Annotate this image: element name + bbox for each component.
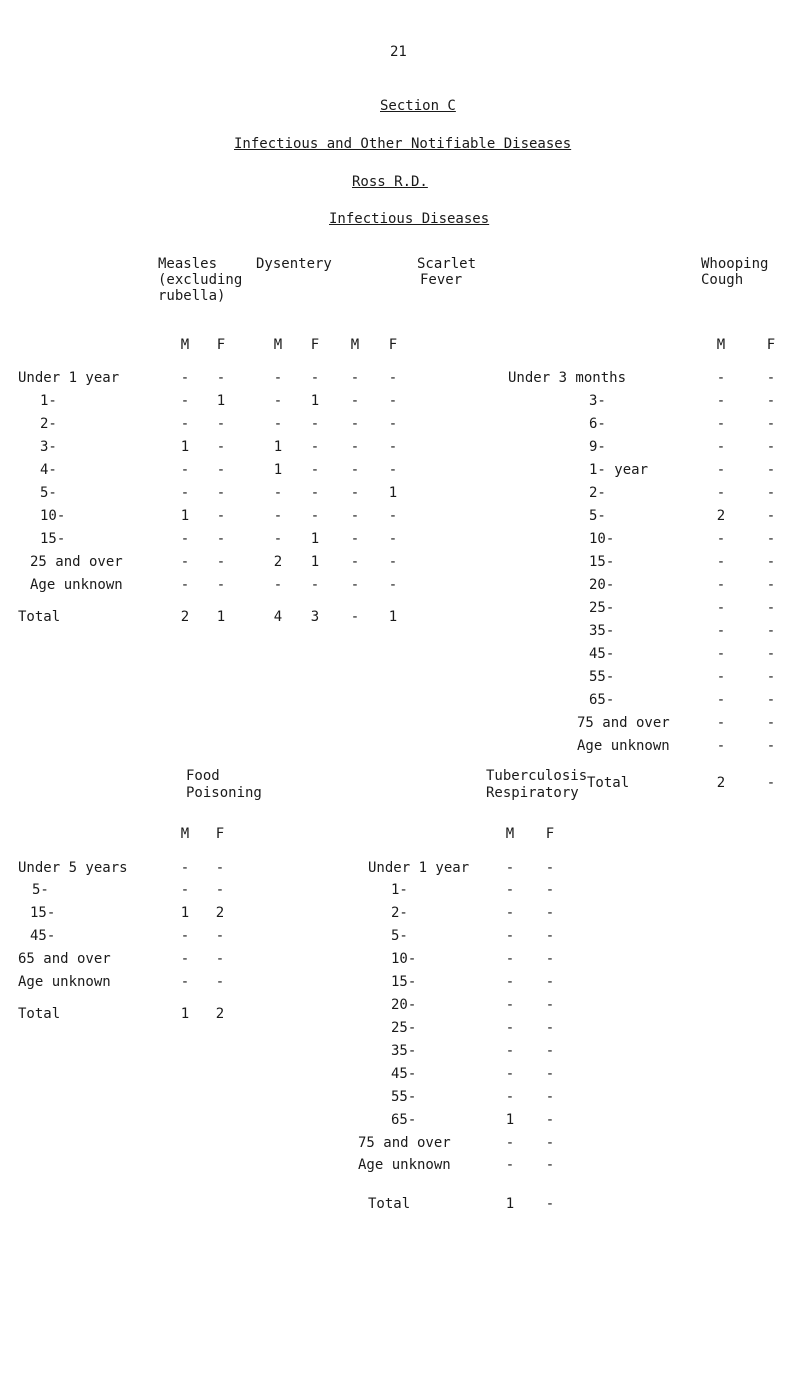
table-cell: - [350, 370, 360, 386]
table-cell: - [388, 508, 398, 524]
table-cell: - [505, 974, 515, 990]
table-cell: - [350, 554, 360, 570]
row-label: 1- [391, 882, 408, 898]
table-cell: - [545, 974, 555, 990]
row-label: 15- [589, 554, 615, 570]
table-cell: - [215, 951, 225, 967]
table-cell: - [273, 370, 283, 386]
col-header-whooping-line2: Cough [701, 272, 744, 288]
table-cell: - [180, 882, 190, 898]
table-cell: - [215, 882, 225, 898]
table-cell: - [766, 775, 776, 791]
table-cell: - [180, 485, 190, 501]
table-cell: - [505, 1157, 515, 1173]
table-cell: - [766, 416, 776, 432]
table-cell: - [350, 416, 360, 432]
table-cell: - [505, 1135, 515, 1151]
table-cell: - [388, 554, 398, 570]
table-cell: - [180, 951, 190, 967]
sex-header: M [180, 826, 190, 842]
table-cell: - [766, 393, 776, 409]
row-label: 25 and over [30, 554, 123, 570]
table-cell: 4 [273, 609, 283, 625]
table-cell: - [766, 531, 776, 547]
table-cell: - [716, 692, 726, 708]
table-cell: - [545, 1089, 555, 1105]
row-label: 5- [391, 928, 408, 944]
sex-header: M [350, 337, 360, 353]
table-cell: - [350, 393, 360, 409]
table-cell: - [350, 609, 360, 625]
page-heading: Infectious and Other Notifiable Diseases [234, 136, 572, 152]
table-cell: - [766, 669, 776, 685]
table-cell: - [310, 485, 320, 501]
table-cell: - [215, 860, 225, 876]
row-label: 45- [391, 1066, 417, 1082]
table-cell: 1 [310, 531, 320, 547]
table-cell: - [545, 1020, 555, 1036]
table-cell: - [545, 928, 555, 944]
table-cell: - [180, 554, 190, 570]
row-label: 9- [589, 439, 606, 455]
table-cell: - [505, 928, 515, 944]
table-cell: - [180, 577, 190, 593]
table-cell: - [766, 462, 776, 478]
row-label: 75 and over [577, 715, 670, 731]
row-label: Total [18, 609, 61, 625]
table-cell: - [505, 997, 515, 1013]
table-cell: - [388, 439, 398, 455]
table-cell: - [216, 554, 226, 570]
table-cell: 1 [216, 393, 226, 409]
table-cell: - [310, 508, 320, 524]
table-cell: - [545, 1157, 555, 1173]
table-cell: - [766, 508, 776, 524]
table-cell: - [545, 997, 555, 1013]
row-label: 35- [589, 623, 615, 639]
table-cell: - [273, 393, 283, 409]
row-label: 1- year [589, 462, 649, 478]
table-cell: - [716, 577, 726, 593]
table-cell: 1 [310, 554, 320, 570]
row-label: Under 3 months [508, 370, 627, 386]
table-cell: - [216, 485, 226, 501]
col-header-measles: Measles [158, 256, 218, 272]
table-cell: 1 [273, 439, 283, 455]
table-cell: - [716, 646, 726, 662]
table-cell: - [215, 928, 225, 944]
table-cell: - [716, 485, 726, 501]
table-cell: - [766, 623, 776, 639]
table-cell: 2 [215, 905, 225, 921]
table-cell: - [545, 951, 555, 967]
col-header-scarlet-line2: Fever [420, 272, 463, 288]
table-cell: - [766, 577, 776, 593]
sex-header: F [310, 337, 320, 353]
table-cell: - [273, 416, 283, 432]
sex-header: M [273, 337, 283, 353]
table-cell: - [273, 485, 283, 501]
table-cell: - [180, 393, 190, 409]
table-cell: 1 [273, 462, 283, 478]
col-header-food-line2: Poisoning [186, 785, 262, 801]
row-label: 65- [391, 1112, 417, 1128]
row-label: 35- [391, 1043, 417, 1059]
table-cell: - [545, 1112, 555, 1128]
table-cell: 1 [180, 1006, 190, 1022]
table-cell: - [545, 860, 555, 876]
row-label: 45- [589, 646, 615, 662]
table-cell: - [388, 370, 398, 386]
table-cell: - [766, 600, 776, 616]
table-cell: - [505, 905, 515, 921]
table-cell: - [388, 393, 398, 409]
sex-header: F [215, 826, 225, 842]
row-label: Total [18, 1006, 61, 1022]
sex-header: F [545, 826, 555, 842]
row-label: 2- [589, 485, 606, 501]
table-cell: - [716, 393, 726, 409]
table-cell: 1 [310, 393, 320, 409]
table-cell: - [350, 508, 360, 524]
table-cell: - [310, 577, 320, 593]
table-cell: - [545, 1135, 555, 1151]
table-cell: - [766, 439, 776, 455]
table-cell: - [545, 882, 555, 898]
row-label: 20- [589, 577, 615, 593]
row-label: 15- [40, 531, 66, 547]
row-label: 15- [391, 974, 417, 990]
row-label: Age unknown [358, 1157, 451, 1173]
row-label: 4- [40, 462, 57, 478]
table-cell: - [716, 669, 726, 685]
row-label: 20- [391, 997, 417, 1013]
row-label: 3- [40, 439, 57, 455]
table-cell: 1 [180, 439, 190, 455]
table-cell: 1 [505, 1112, 515, 1128]
table-cell: - [716, 715, 726, 731]
table-cell: - [273, 508, 283, 524]
row-label: 5- [40, 485, 57, 501]
row-label: Total [368, 1196, 411, 1212]
col-header-food: Food [186, 768, 220, 784]
table-cell: 1 [505, 1196, 515, 1212]
row-label: 6- [589, 416, 606, 432]
row-label: Under 1 year [368, 860, 470, 876]
table-cell: - [388, 577, 398, 593]
table-cell: - [716, 416, 726, 432]
row-label: Under 1 year [18, 370, 120, 386]
table-cell: - [766, 554, 776, 570]
table-cell: - [388, 462, 398, 478]
table-cell: - [180, 416, 190, 432]
sex-header: F [766, 337, 776, 353]
col-header-tb: Tuberculosis [486, 768, 588, 784]
table-cell: - [716, 370, 726, 386]
table-cell: - [716, 623, 726, 639]
table-cell: 1 [216, 609, 226, 625]
table-cell: - [766, 370, 776, 386]
col-header-tb-line2: Respiratory [486, 785, 579, 801]
table-cell: - [216, 416, 226, 432]
table-cell: - [180, 860, 190, 876]
table-cell: - [505, 951, 515, 967]
row-label: Age unknown [577, 738, 670, 754]
table-cell: 2 [215, 1006, 225, 1022]
table-cell: - [505, 1089, 515, 1105]
table-cell: 2 [716, 508, 726, 524]
table-cell: - [545, 1066, 555, 1082]
table-cell: - [216, 370, 226, 386]
table-cell: - [310, 462, 320, 478]
table-cell: - [310, 370, 320, 386]
row-label: 10- [391, 951, 417, 967]
row-label: 55- [391, 1089, 417, 1105]
table-cell: - [545, 905, 555, 921]
district-name: Ross R.D. [352, 174, 428, 190]
table-cell: - [350, 485, 360, 501]
table-cell: - [766, 738, 776, 754]
col-header-scarlet: Scarlet [417, 256, 477, 272]
row-label: 10- [40, 508, 66, 524]
row-label: 25- [589, 600, 615, 616]
table-cell: - [505, 882, 515, 898]
table-cell: - [716, 738, 726, 754]
row-label: Under 5 years [18, 860, 128, 876]
row-label: 25- [391, 1020, 417, 1036]
table-cell: - [350, 531, 360, 547]
table-cell: - [350, 439, 360, 455]
table-cell: - [716, 554, 726, 570]
table-cell: 1 [388, 609, 398, 625]
row-label: 10- [589, 531, 615, 547]
row-label: 1- [40, 393, 57, 409]
table-cell: - [180, 974, 190, 990]
row-label: 65- [589, 692, 615, 708]
row-label: 2- [40, 416, 57, 432]
table-cell: - [310, 439, 320, 455]
table-cell: - [716, 439, 726, 455]
col-header-whooping: Whooping [701, 256, 769, 272]
table-cell: 2 [273, 554, 283, 570]
table-cell: 1 [180, 905, 190, 921]
table-cell: - [716, 531, 726, 547]
row-label: 5- [32, 882, 49, 898]
sex-header: M [505, 826, 515, 842]
row-label: 45- [30, 928, 56, 944]
row-label: 2- [391, 905, 408, 921]
table-cell: - [505, 860, 515, 876]
row-label: 3- [589, 393, 606, 409]
table-cell: - [180, 928, 190, 944]
table-cell: - [505, 1066, 515, 1082]
table-cell: - [505, 1020, 515, 1036]
section-title: Section C [380, 98, 456, 114]
sex-header: F [388, 337, 398, 353]
row-label: 55- [589, 669, 615, 685]
table-cell: - [766, 692, 776, 708]
table-cell: - [716, 600, 726, 616]
table-cell: - [505, 1043, 515, 1059]
table-cell: - [216, 462, 226, 478]
sex-header: M [716, 337, 726, 353]
row-label: 15- [30, 905, 56, 921]
table-cell: 1 [388, 485, 398, 501]
table-cell: - [545, 1043, 555, 1059]
table-cell: - [310, 416, 320, 432]
table-cell: - [545, 1196, 555, 1212]
table-cell: - [766, 646, 776, 662]
table-cell: - [766, 485, 776, 501]
table-cell: - [216, 439, 226, 455]
table-cell: - [180, 370, 190, 386]
row-label: 75 and over [358, 1135, 451, 1151]
table-cell: - [273, 531, 283, 547]
row-label: Age unknown [30, 577, 123, 593]
table-cell: - [273, 577, 283, 593]
row-label: Age unknown [18, 974, 111, 990]
table-cell: 3 [310, 609, 320, 625]
sex-header: F [216, 337, 226, 353]
table-cell: - [716, 462, 726, 478]
section-subheading: Infectious Diseases [329, 211, 490, 227]
table-cell: - [215, 974, 225, 990]
row-label: 65 and over [18, 951, 111, 967]
row-label: Total [587, 775, 630, 791]
table-cell: - [388, 416, 398, 432]
table-cell: - [180, 531, 190, 547]
row-label: 5- [589, 508, 606, 524]
page-number: 21 [390, 44, 407, 60]
table-cell: - [350, 577, 360, 593]
col-header-measles-line2: (excluding [158, 272, 243, 288]
table-cell: - [216, 508, 226, 524]
table-cell: - [388, 531, 398, 547]
table-cell: - [766, 715, 776, 731]
table-cell: 2 [716, 775, 726, 791]
table-cell: - [180, 462, 190, 478]
table-cell: 2 [180, 609, 190, 625]
sex-header: M [180, 337, 190, 353]
table-cell: - [350, 462, 360, 478]
table-cell: - [216, 531, 226, 547]
col-header-dysentery: Dysentery [256, 256, 332, 272]
table-cell: 1 [180, 508, 190, 524]
col-header-measles-line3: rubella) [158, 288, 226, 304]
table-cell: - [216, 577, 226, 593]
